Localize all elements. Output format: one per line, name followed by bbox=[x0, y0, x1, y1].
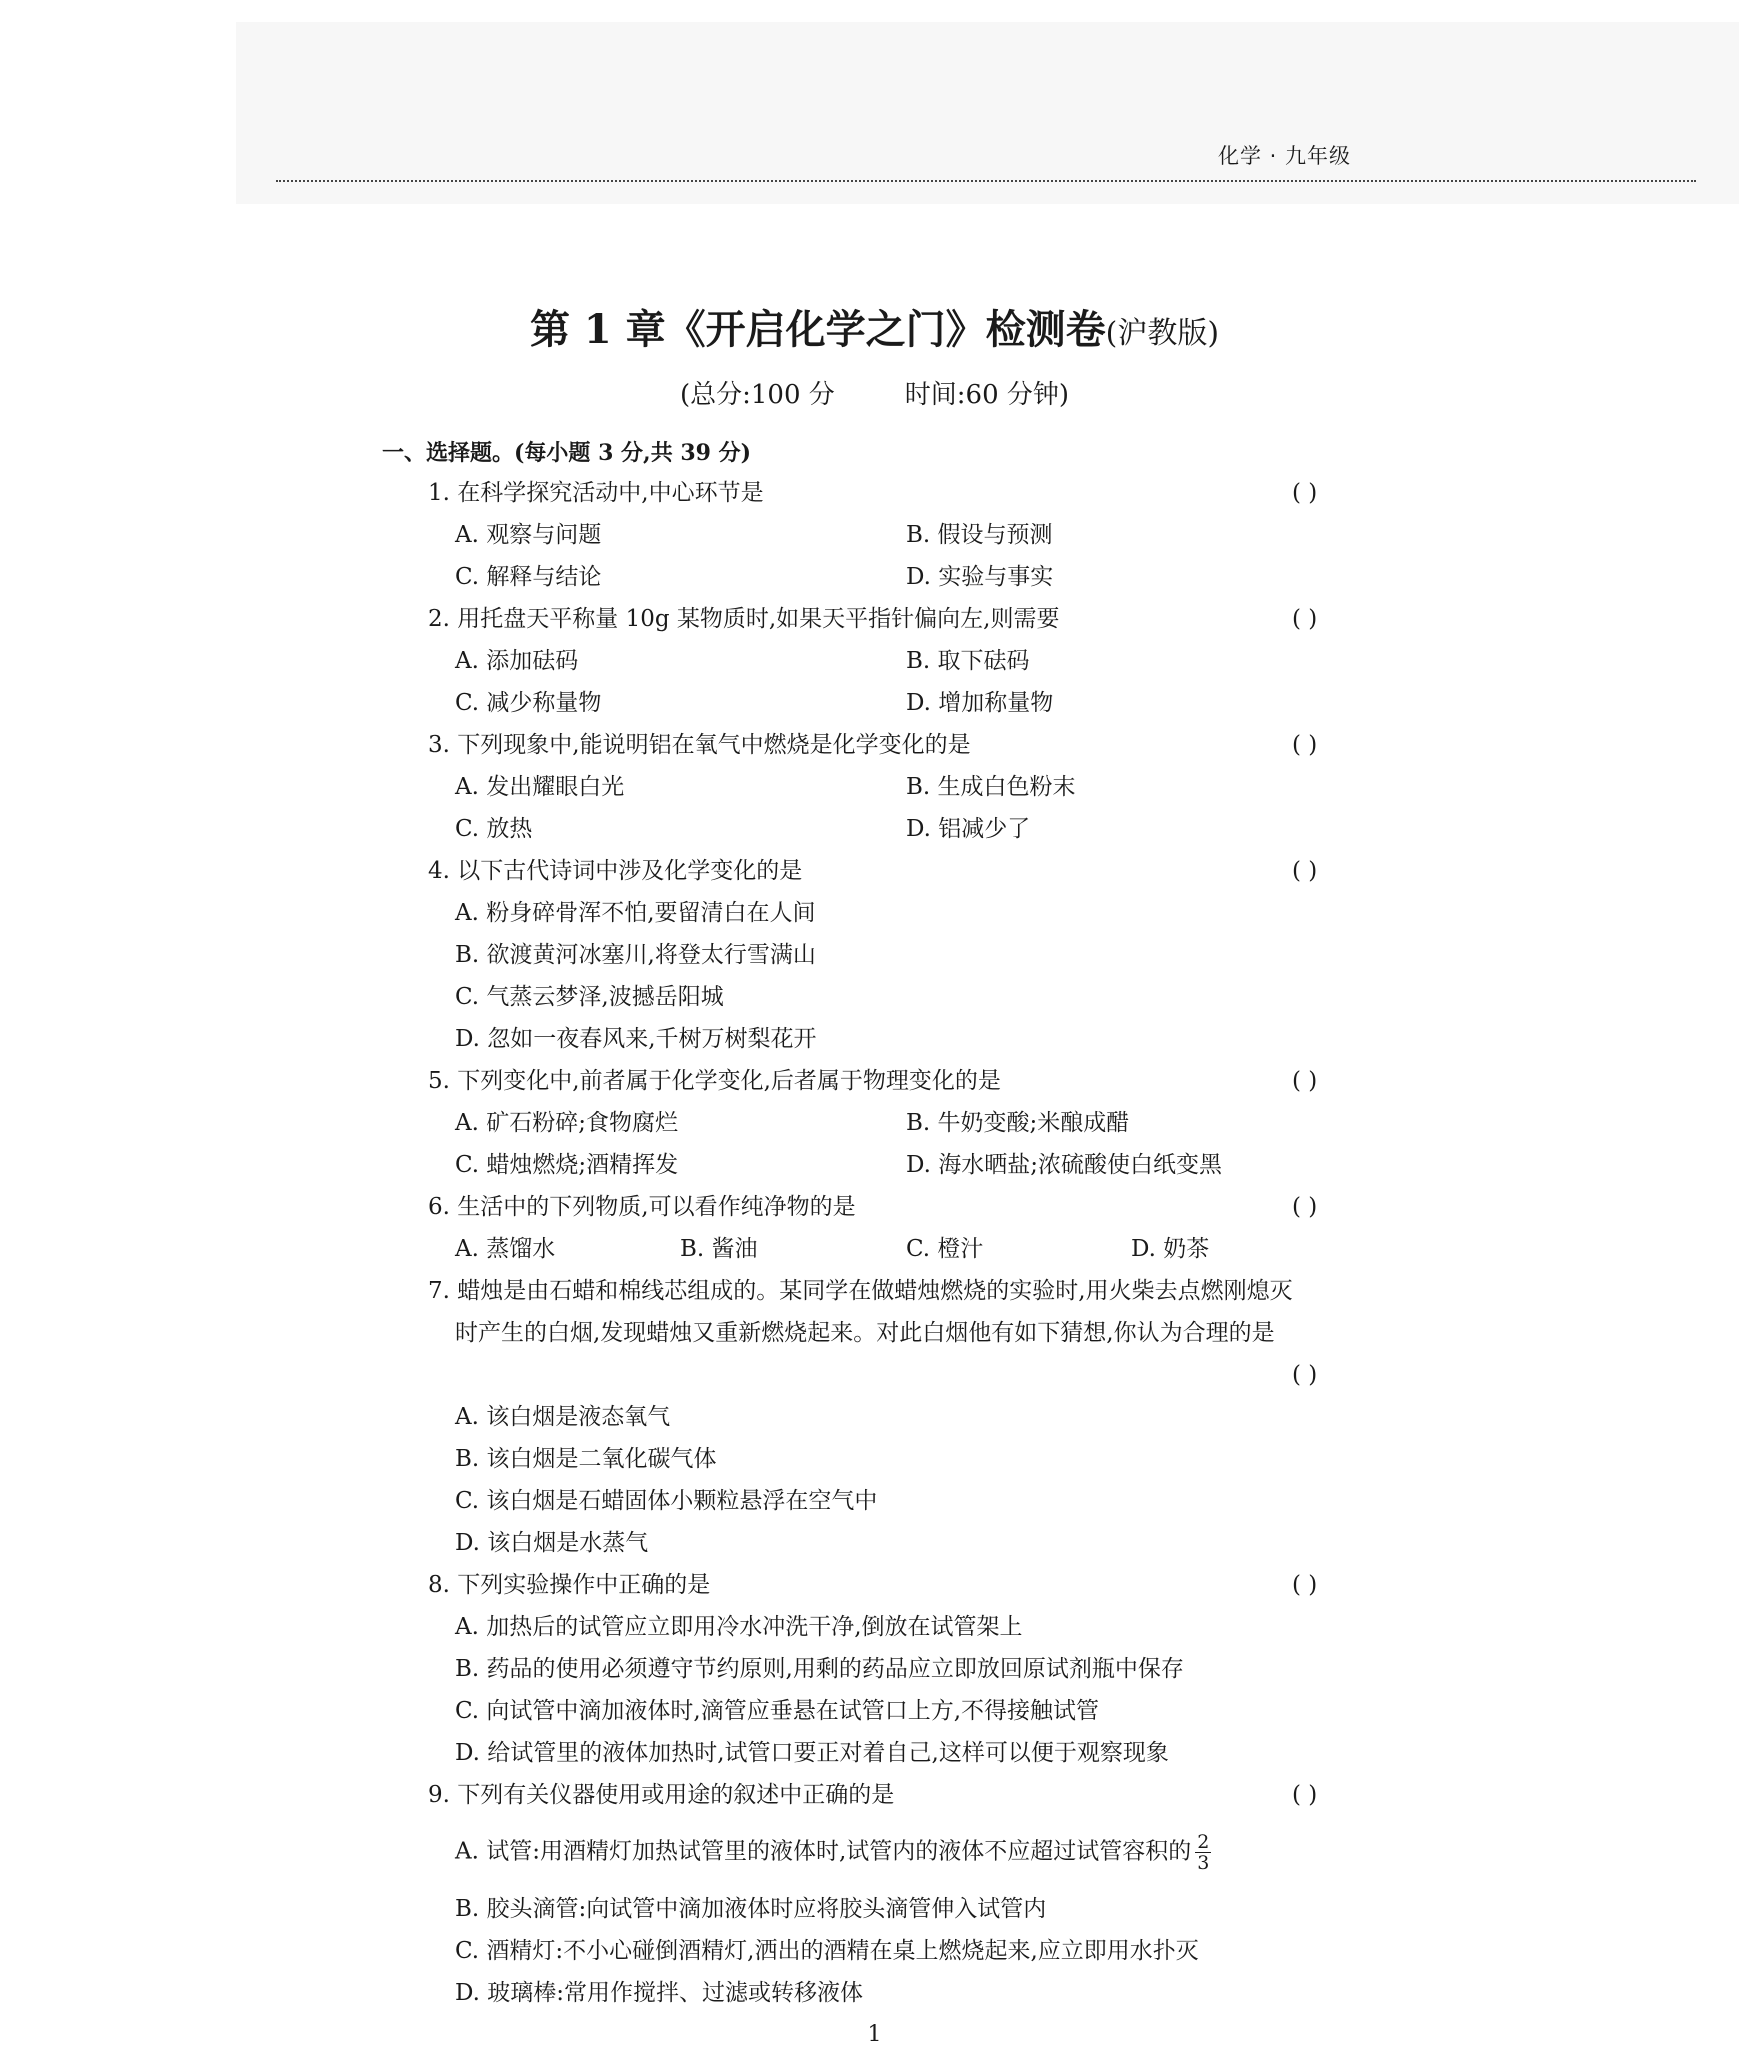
header-divider bbox=[276, 180, 1696, 182]
answer-blank-7: ( ) bbox=[1292, 1362, 1318, 1388]
q1-option-d: D. 实验与事实 bbox=[906, 564, 1054, 590]
q4-option-b: B. 欲渡黄河冰塞川,将登太行雪满山 bbox=[455, 942, 816, 968]
q9-option-c: C. 酒精灯:不小心碰倒酒精灯,洒出的酒精在桌上燃烧起来,应立即用水扑灭 bbox=[455, 1938, 1199, 1964]
q5-option-c: C. 蜡烛燃烧;酒精挥发 bbox=[455, 1152, 679, 1178]
answer-blank-9: ( ) bbox=[1292, 1782, 1318, 1808]
question-7-stem: 7. 蜡烛是由石蜡和棉线芯组成的。某同学在做蜡烛燃烧的实验时,用火柴去点燃刚熄灭 bbox=[428, 1278, 1293, 1304]
answer-blank-8: ( ) bbox=[1292, 1572, 1318, 1598]
fraction-numerator: 2 bbox=[1197, 1831, 1210, 1853]
question-8-stem: 8. 下列实验操作中正确的是 bbox=[428, 1572, 711, 1598]
q9-option-b: B. 胶头滴管:向试管中滴加液体时应将胶头滴管伸入试管内 bbox=[455, 1896, 1047, 1922]
fraction-two-thirds bbox=[1195, 1832, 1211, 1873]
q6-option-c: C. 橙汁 bbox=[906, 1236, 984, 1262]
title-edition: (沪教版) bbox=[1105, 316, 1220, 351]
question-9-stem: 9. 下列有关仪器使用或用途的叙述中正确的是 bbox=[428, 1782, 895, 1808]
q1-option-b: B. 假设与预测 bbox=[906, 522, 1053, 548]
q6-option-b: B. 酱油 bbox=[680, 1236, 758, 1262]
answer-blank-3: ( ) bbox=[1292, 732, 1318, 758]
header-subject: 化学 · 九年级 bbox=[1218, 144, 1352, 168]
q7-option-a: A. 该白烟是液态氧气 bbox=[455, 1404, 671, 1430]
exam-meta bbox=[0, 374, 1749, 411]
question-2-stem: 2. 用托盘天平称量 10g 某物质时,如果天平指针偏向左,则需要 bbox=[428, 606, 1060, 632]
q1-option-c: C. 解释与结论 bbox=[455, 564, 602, 590]
question-1-stem: 1. 在科学探究活动中,中心环节是 bbox=[428, 480, 764, 506]
q4-option-c: C. 气蒸云梦泽,波撼岳阳城 bbox=[455, 984, 724, 1010]
fraction-denominator: 3 bbox=[1197, 1852, 1210, 1874]
question-7-stem-cont: 时产生的白烟,发现蜡烛又重新燃烧起来。对此白烟他有如下猜想,你认为合理的是 bbox=[455, 1320, 1275, 1346]
q2-option-b: B. 取下砝码 bbox=[906, 648, 1030, 674]
q9-option-a bbox=[455, 1832, 1211, 1873]
question-4-stem: 4. 以下古代诗词中涉及化学变化的是 bbox=[428, 858, 803, 884]
q7-option-b: B. 该白烟是二氧化碳气体 bbox=[455, 1446, 717, 1472]
q3-option-c: C. 放热 bbox=[455, 816, 533, 842]
q7-option-c: C. 该白烟是石蜡固体小颗粒悬浮在空气中 bbox=[455, 1488, 878, 1514]
section-heading: 一、选择题。(每小题 3 分,共 39 分) bbox=[382, 440, 752, 466]
q8-option-d: D. 给试管里的液体加热时,试管口要正对着自己,这样可以便于观察现象 bbox=[455, 1740, 1169, 1766]
total-score: (总分:100 分 bbox=[679, 380, 835, 410]
q4-option-d: D. 忽如一夜春风来,千树万树梨花开 bbox=[455, 1026, 817, 1052]
q5-option-b: B. 牛奶变酸;米酿成醋 bbox=[906, 1110, 1130, 1136]
q1-option-a: A. 观察与问题 bbox=[455, 522, 602, 548]
q9-option-d: D. 玻璃棒:常用作搅拌、过滤或转移液体 bbox=[455, 1980, 863, 2006]
q5-option-d: D. 海水晒盐;浓硫酸使白纸变黑 bbox=[906, 1152, 1222, 1178]
question-6-stem: 6. 生活中的下列物质,可以看作纯净物的是 bbox=[428, 1194, 856, 1220]
q8-option-a: A. 加热后的试管应立即用冷水冲洗干净,倒放在试管架上 bbox=[455, 1614, 1023, 1640]
q3-option-d: D. 铝减少了 bbox=[906, 816, 1031, 842]
q2-option-a: A. 添加砝码 bbox=[455, 648, 579, 674]
page-number: 1 bbox=[867, 2022, 882, 2047]
header-band bbox=[236, 22, 1739, 204]
title-main: 第 1 章《开启化学之门》检测卷 bbox=[529, 306, 1106, 353]
q3-option-a: A. 发出耀眼白光 bbox=[455, 774, 625, 800]
answer-blank-6: ( ) bbox=[1292, 1194, 1318, 1220]
q7-option-d: D. 该白烟是水蒸气 bbox=[455, 1530, 649, 1556]
q6-option-d: D. 奶茶 bbox=[1131, 1236, 1210, 1262]
q9-option-a-text: A. 试管:用酒精灯加热试管里的液体时,试管内的液体不应超过试管容积的 bbox=[455, 1838, 1192, 1865]
q2-option-c: C. 减少称量物 bbox=[455, 690, 602, 716]
answer-blank-2: ( ) bbox=[1292, 606, 1318, 632]
q3-option-b: B. 生成白色粉末 bbox=[906, 774, 1076, 800]
q8-option-b: B. 药品的使用必须遵守节约原则,用剩的药品应立即放回原试剂瓶中保存 bbox=[455, 1656, 1184, 1682]
question-3-stem: 3. 下列现象中,能说明铝在氧气中燃烧是化学变化的是 bbox=[428, 732, 971, 758]
q5-option-a: A. 矿石粉碎;食物腐烂 bbox=[455, 1110, 678, 1136]
q8-option-c: C. 向试管中滴加液体时,滴管应垂悬在试管口上方,不得接触试管 bbox=[455, 1698, 1100, 1724]
time-limit: 时间:60 分钟) bbox=[904, 380, 1070, 410]
page-title bbox=[0, 298, 1749, 355]
answer-blank-1: ( ) bbox=[1292, 480, 1318, 506]
question-5-stem: 5. 下列变化中,前者属于化学变化,后者属于物理变化的是 bbox=[428, 1068, 1001, 1094]
q2-option-d: D. 增加称量物 bbox=[906, 690, 1054, 716]
q6-option-a: A. 蒸馏水 bbox=[455, 1236, 556, 1262]
answer-blank-4: ( ) bbox=[1292, 858, 1318, 884]
answer-blank-5: ( ) bbox=[1292, 1068, 1318, 1094]
q4-option-a: A. 粉身碎骨浑不怕,要留清白在人间 bbox=[455, 900, 816, 926]
